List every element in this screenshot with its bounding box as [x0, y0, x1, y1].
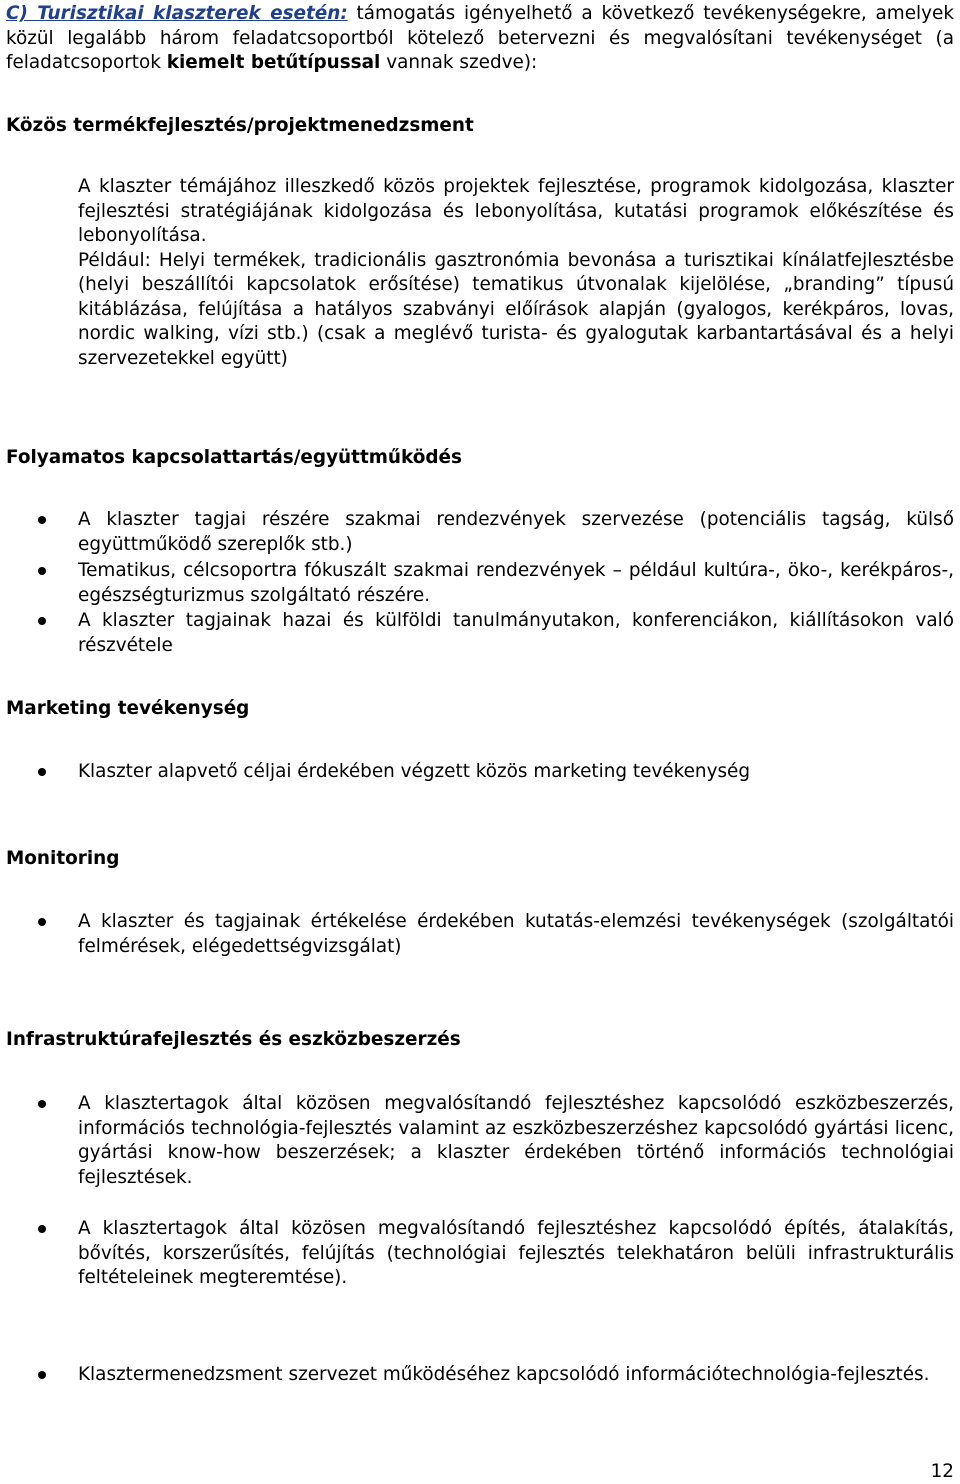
intro-text-a: támogatás igényelhető a következő tevékenységekre, amelyek közül legalább három feladatcsoportból kötelező betervezni és megvalósítani tevékenységet (a feladatcsoportok: [6, 3, 954, 73]
bullet-icon: [38, 617, 46, 625]
bullet-icon: [38, 918, 46, 926]
s2-list-item-1: A klaszter tagjai részére szakmai rendezvények szervezése (potenciális tagság, külső együttműködő szereplők stb.): [78, 509, 954, 555]
s5-list-item-3: Klasztermenedzsment szervezet működéséhez kapcsolódó információtechnológia-fejlesztés.: [78, 1364, 930, 1385]
heading-kapcsolattartas: Folyamatos kapcsolattartás/együttműködés: [6, 447, 462, 468]
heading-infrastruktura: Infrastruktúrafejlesztés és eszközbeszerzés: [6, 1029, 461, 1050]
bullet-icon: [38, 1371, 46, 1379]
s3-list-item-1: Klaszter alapvető céljai érdekében végzett közös marketing tevékenység: [78, 761, 751, 782]
heading-monitoring: Monitoring: [6, 848, 120, 869]
s1-paragraph-1: A klaszter témájához illeszkedő közös projektek fejlesztése, programok kidolgozása, klaszter fejlesztési stratégiájának kidolgozása és lebonyolítása, kutatási programok előkészítése és lebonyolítása.: [78, 176, 954, 246]
intro-bold-phrase: kiemelt betűtípussal: [166, 52, 381, 73]
s1-body: [78, 175, 954, 371]
s4-list-item-1: A klaszter és tagjainak értékelése érdekében kutatás-elemzési tevékenységek (szolgáltatói felmérések, elégedettségvizsgálat): [78, 911, 954, 957]
s1-paragraph-2: Például: Helyi termékek, tradicionális gasztronómia bevonása a turisztikai kínálatfejlesztésbe (helyi beszállítói kapcsolatok erősítése) tematikus útvonalak kijelölése, „branding” típusú kitáblázása, felújítása a hatályos szabványi előírások alapján (gyalogos, kerékpáros, lovas, nordic walking, vízi stb.) (csak a meglévő turista- és gyalogutak karbantartásával és a helyi szervezetekkel együtt): [78, 249, 954, 369]
s2-list-item-2: Tematikus, célcsoportra fókuszált szakmai rendezvények – például kultúra-, öko-, kerékpáros-, egészségturizmus szolgáltató részére.: [78, 560, 954, 606]
intro-text-b: vannak szedve):: [380, 52, 538, 73]
bullet-icon: [38, 567, 46, 575]
heading-kozos-termekfejlesztes: Közös termékfejlesztés/projektmenedzsment: [6, 115, 474, 136]
intro-paragraph: [6, 2, 954, 76]
bullet-icon: [38, 1100, 46, 1108]
section-c-heading: C) Turisztikai klaszterek esetén:: [6, 3, 348, 24]
s5-list-item-1: A klasztertagok által közösen megvalósítandó fejlesztéshez kapcsolódó eszközbeszerzés, információs technológia-fejlesztés valamint az eszközbeszerzéshez kapcsolódó gyártási licenc, gyártási know-how beszerzések; a klaszter érdekében történő információs technológiai fejlesztések.: [78, 1093, 954, 1188]
s2-list-item-3: A klaszter tagjainak hazai és külföldi tanulmányutakon, konferenciákon, kiállításokon való részvétele: [78, 610, 954, 656]
s5-list-item-2: A klasztertagok által közösen megvalósítandó fejlesztéshez kapcsolódó építés, átalakítás, bővítés, korszerűsítés, felújítás (technológiai fejlesztés telekhatáron belüli infrastrukturális feltételeinek megteremtése).: [78, 1218, 954, 1288]
page-number: 12: [930, 1461, 954, 1482]
bullet-icon: [38, 768, 46, 776]
heading-marketing: Marketing tevékenység: [6, 698, 250, 719]
bullet-icon: [38, 516, 46, 524]
bullet-icon: [38, 1225, 46, 1233]
